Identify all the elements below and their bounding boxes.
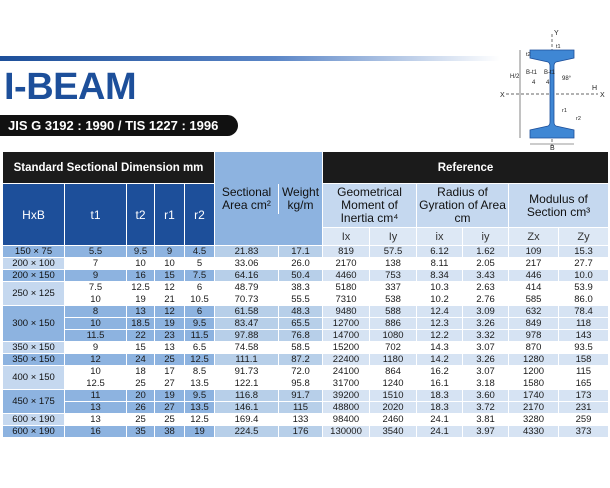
cell-zy: 259 [559,414,609,426]
cell-ix: 18.3 [417,402,463,414]
header-r2: r2 [185,184,215,246]
cell-ix: 18.3 [417,390,463,402]
cell-ix: 16.1 [417,378,463,390]
cell-ix: 24.1 [417,414,463,426]
cell-iy-cap: 588 [370,306,417,318]
cell-r1: 12 [155,306,185,318]
cell-t1: 7 [65,258,127,270]
cell-t1: 10 [65,366,127,378]
cell-t1: 11.5 [65,330,127,342]
header-ix-cap: Ix [323,228,370,246]
cell-r1: 17 [155,366,185,378]
cell-iy: 2.76 [463,294,509,306]
cell-iy-cap: 2460 [370,414,417,426]
cell-zy: 78.4 [559,306,609,318]
cell-weight: 76.8 [279,330,323,342]
cell-r1: 27 [155,378,185,390]
cell-ix: 10.2 [417,294,463,306]
cell-area: 146.1 [215,402,279,414]
cell-t2: 18 [127,366,155,378]
cell-size: 350 × 150 [3,354,65,366]
cell-weight: 176 [279,426,323,438]
cell-t1: 12 [65,354,127,366]
cell-t2: 9.5 [127,246,155,258]
cell-iy: 2.63 [463,282,509,294]
cell-r1: 12 [155,282,185,294]
cell-zx: 1740 [509,390,559,402]
cell-r1: 15 [155,270,185,282]
label-angle: 98° [562,76,572,82]
cell-r1: 23 [155,330,185,342]
i-beam-cross-section-diagram [490,28,610,150]
table-row [3,390,609,402]
header-rule [0,56,500,61]
cell-ix: 14.2 [417,354,463,366]
cell-t2: 25 [127,414,155,426]
cell-iy-cap: 1180 [370,354,417,366]
page-title: I-BEAM [4,66,137,108]
cell-r2: 10.5 [185,294,215,306]
cell-zx: 1580 [509,378,559,390]
cell-iy: 3.26 [463,354,509,366]
header-inertia: Geometrical Moment of Inertia cm⁴ [323,184,417,228]
cell-t1: 16 [65,426,127,438]
label-y: Y [554,30,559,37]
cell-zy: 93.5 [559,342,609,354]
cell-area: 33.06 [215,258,279,270]
label-x-right: X [600,92,605,99]
cell-iy: 3.43 [463,270,509,282]
cell-iy: 3.81 [463,414,509,426]
table-row [3,330,609,342]
cell-ix-cap: 819 [323,246,370,258]
cell-t2: 26 [127,402,155,414]
cell-t1: 10 [65,294,127,306]
label-x-left: X [500,92,505,99]
cell-t1: 8 [65,306,127,318]
cell-area: 224.5 [215,426,279,438]
label-4-right: 4 [546,80,550,86]
table-row [3,378,609,390]
cell-zx: 2170 [509,402,559,414]
cell-ix: 12.2 [417,330,463,342]
cell-weight: 38.3 [279,282,323,294]
cell-ix: 6.12 [417,246,463,258]
cell-r1: 27 [155,402,185,414]
cell-zx: 414 [509,282,559,294]
cell-t1: 13 [65,414,127,426]
cell-zy: 15.3 [559,246,609,258]
cell-weight: 115 [279,402,323,414]
i-beam-spec-table [2,151,609,438]
cell-t2: 15 [127,342,155,354]
header-zy: Zy [559,228,609,246]
cell-weight: 48.3 [279,306,323,318]
cell-t2: 16 [127,270,155,282]
cell-t1: 13 [65,402,127,414]
cell-area: 21.83 [215,246,279,258]
cell-t1: 5.5 [65,246,127,258]
cell-r1: 19 [155,390,185,402]
cell-ix-cap: 12700 [323,318,370,330]
cell-ix: 12.3 [417,318,463,330]
cell-zx: 1280 [509,354,559,366]
cell-r2: 19 [185,426,215,438]
cell-ix: 8.34 [417,270,463,282]
header-gyration: Radius of Gyration of Area cm [417,184,509,228]
header-ix: ix [417,228,463,246]
cell-size: 150 × 75 [3,246,65,258]
cell-ix: 12.4 [417,306,463,318]
cell-zx: 632 [509,306,559,318]
table-row [3,354,609,366]
cell-area: 74.58 [215,342,279,354]
header-iy-cap: Iy [370,228,417,246]
cell-area: 111.1 [215,354,279,366]
header-iy: iy [463,228,509,246]
table-row [3,318,609,330]
cell-zy: 143 [559,330,609,342]
cell-zx: 446 [509,270,559,282]
table-row [3,258,609,270]
cell-t2: 20 [127,390,155,402]
cell-area: 97.88 [215,330,279,342]
table-row [3,294,609,306]
cell-iy-cap: 1510 [370,390,417,402]
cell-t2: 22 [127,330,155,342]
label-b-t1-right: B-t1 [544,70,556,76]
cell-ix: 24.1 [417,426,463,438]
cell-zy: 10.0 [559,270,609,282]
cell-weight: 26.0 [279,258,323,270]
cell-r2: 12.5 [185,414,215,426]
cell-iy: 3.60 [463,390,509,402]
cell-iy-cap: 538 [370,294,417,306]
cell-zx: 3280 [509,414,559,426]
cell-r2: 12.5 [185,354,215,366]
cell-r2: 9.5 [185,390,215,402]
cell-t2: 19 [127,294,155,306]
cell-size: 450 × 175 [3,390,65,414]
cell-r2: 13.5 [185,402,215,414]
cell-zy: 86.0 [559,294,609,306]
cell-weight: 133 [279,414,323,426]
cell-zy: 27.7 [559,258,609,270]
cell-r1: 25 [155,414,185,426]
cell-r2: 5 [185,258,215,270]
cell-area: 116.8 [215,390,279,402]
label-t2: t2 [526,52,531,58]
cell-area: 64.16 [215,270,279,282]
cell-weight: 65.5 [279,318,323,330]
cell-t2: 13 [127,306,155,318]
cell-size: 250 × 125 [3,282,65,306]
cell-r1: 19 [155,318,185,330]
cell-r1: 10 [155,258,185,270]
header-hxb: HxB [3,184,65,246]
cell-size: 200 × 100 [3,258,65,270]
header-t2: t2 [127,184,155,246]
cell-r2: 11.5 [185,330,215,342]
cell-weight: 72.0 [279,366,323,378]
standard-badge: JIS G 3192 : 1990 / TIS 1227 : 1996 [0,115,238,136]
cell-iy: 3.07 [463,342,509,354]
cell-zy: 115 [559,366,609,378]
cell-iy-cap: 1240 [370,378,417,390]
table-row [3,414,609,426]
cell-t1: 9 [65,342,127,354]
cell-size: 350 × 150 [3,342,65,354]
cell-r2: 6 [185,282,215,294]
cell-ix-cap: 14700 [323,330,370,342]
cell-zy: 118 [559,318,609,330]
cell-ix-cap: 5180 [323,282,370,294]
cell-r2: 8.5 [185,366,215,378]
cell-ix-cap: 9480 [323,306,370,318]
cell-iy: 1.62 [463,246,509,258]
cell-zx: 585 [509,294,559,306]
cell-zy: 158 [559,354,609,366]
cell-t1: 7.5 [65,282,127,294]
cell-t2: 24 [127,354,155,366]
table-body [3,246,609,438]
cell-area: 48.79 [215,282,279,294]
header-standard-dimension: Standard Sectional Dimension mm [3,152,215,184]
cell-ix: 8.11 [417,258,463,270]
cell-r2: 6 [185,306,215,318]
cell-zy: 373 [559,426,609,438]
label-b: B [550,145,555,150]
label-r1: r1 [562,108,567,114]
cell-iy: 3.18 [463,378,509,390]
cell-weight: 95.8 [279,378,323,390]
cell-iy-cap: 886 [370,318,417,330]
cell-weight: 58.5 [279,342,323,354]
cell-iy: 3.07 [463,366,509,378]
cell-zy: 53.9 [559,282,609,294]
table-row [3,426,609,438]
label-h: H [592,85,598,92]
cell-ix-cap: 22400 [323,354,370,366]
cell-ix-cap: 130000 [323,426,370,438]
cell-r2: 6.5 [185,342,215,354]
cell-size: 400 × 150 [3,366,65,390]
header-area: Sectional Area cm² [215,184,279,214]
cell-ix: 10.3 [417,282,463,294]
cell-iy: 2.05 [463,258,509,270]
cell-size: 600 × 190 [3,426,65,438]
table-row [3,306,609,318]
cell-iy: 3.26 [463,318,509,330]
table-row [3,342,609,354]
cell-t2: 12.5 [127,282,155,294]
cell-size: 600 × 190 [3,414,65,426]
cell-t2: 25 [127,378,155,390]
cell-zx: 978 [509,330,559,342]
cell-iy: 3.32 [463,330,509,342]
header-area-weight-group [215,152,323,246]
cell-t1: 12.5 [65,378,127,390]
cell-ix-cap: 24100 [323,366,370,378]
cell-zy: 165 [559,378,609,390]
cell-weight: 55.5 [279,294,323,306]
cell-zy: 173 [559,390,609,402]
cell-weight: 91.7 [279,390,323,402]
cell-weight: 17.1 [279,246,323,258]
cell-r2: 9.5 [185,318,215,330]
header-zx: Zx [509,228,559,246]
cell-ix: 16.2 [417,366,463,378]
header-t1: t1 [65,184,127,246]
cell-zx: 849 [509,318,559,330]
header-r1: r1 [155,184,185,246]
cell-zx: 870 [509,342,559,354]
cell-iy-cap: 57.5 [370,246,417,258]
cell-iy: 3.72 [463,402,509,414]
cell-size: 200 × 150 [3,270,65,282]
table-row [3,282,609,294]
cell-r1: 38 [155,426,185,438]
cell-area: 169.4 [215,414,279,426]
cell-iy-cap: 1080 [370,330,417,342]
cell-area: 91.73 [215,366,279,378]
cell-weight: 50.4 [279,270,323,282]
cell-r1: 21 [155,294,185,306]
header-modulus: Modulus of Section cm³ [509,184,609,228]
cell-ix-cap: 98400 [323,414,370,426]
cell-r2: 4.5 [185,246,215,258]
cell-t1: 10 [65,318,127,330]
cell-iy: 3.97 [463,426,509,438]
cell-area: 70.73 [215,294,279,306]
cell-ix-cap: 4460 [323,270,370,282]
cell-ix-cap: 48800 [323,402,370,414]
cell-iy-cap: 337 [370,282,417,294]
cell-ix-cap: 2170 [323,258,370,270]
cell-iy-cap: 3540 [370,426,417,438]
cell-r1: 9 [155,246,185,258]
table-row [3,246,609,258]
table-row [3,366,609,378]
cell-zx: 1200 [509,366,559,378]
label-b-t1-left: B-t1 [526,70,538,76]
cell-zx: 217 [509,258,559,270]
header-weight: Weight kg/m [281,184,320,212]
cell-zx: 109 [509,246,559,258]
label-4-left: 4 [532,80,536,86]
cell-area: 122.1 [215,378,279,390]
table-row [3,270,609,282]
cell-ix-cap: 7310 [323,294,370,306]
cell-zx: 4330 [509,426,559,438]
cell-ix: 14.3 [417,342,463,354]
cell-zy: 231 [559,402,609,414]
cell-ix-cap: 39200 [323,390,370,402]
cell-ix-cap: 15200 [323,342,370,354]
cell-t2: 18.5 [127,318,155,330]
cell-ix-cap: 31700 [323,378,370,390]
label-t1: t1 [556,44,561,50]
label-h-half: H/2 [510,74,520,80]
cell-size: 300 × 150 [3,306,65,342]
cell-iy-cap: 2020 [370,402,417,414]
label-r2: r2 [576,116,581,122]
cell-r1: 13 [155,342,185,354]
cell-iy: 3.09 [463,306,509,318]
table-row [3,402,609,414]
cell-t1: 11 [65,390,127,402]
cell-iy-cap: 702 [370,342,417,354]
cell-t2: 10 [127,258,155,270]
cell-weight: 87.2 [279,354,323,366]
cell-t2: 35 [127,426,155,438]
cell-r1: 25 [155,354,185,366]
cell-iy-cap: 138 [370,258,417,270]
cell-r2: 13.5 [185,378,215,390]
header-reference: Reference [323,152,609,184]
cell-area: 83.47 [215,318,279,330]
cell-iy-cap: 753 [370,270,417,282]
cell-area: 61.58 [215,306,279,318]
cell-iy-cap: 864 [370,366,417,378]
cell-t1: 9 [65,270,127,282]
cell-r2: 7.5 [185,270,215,282]
